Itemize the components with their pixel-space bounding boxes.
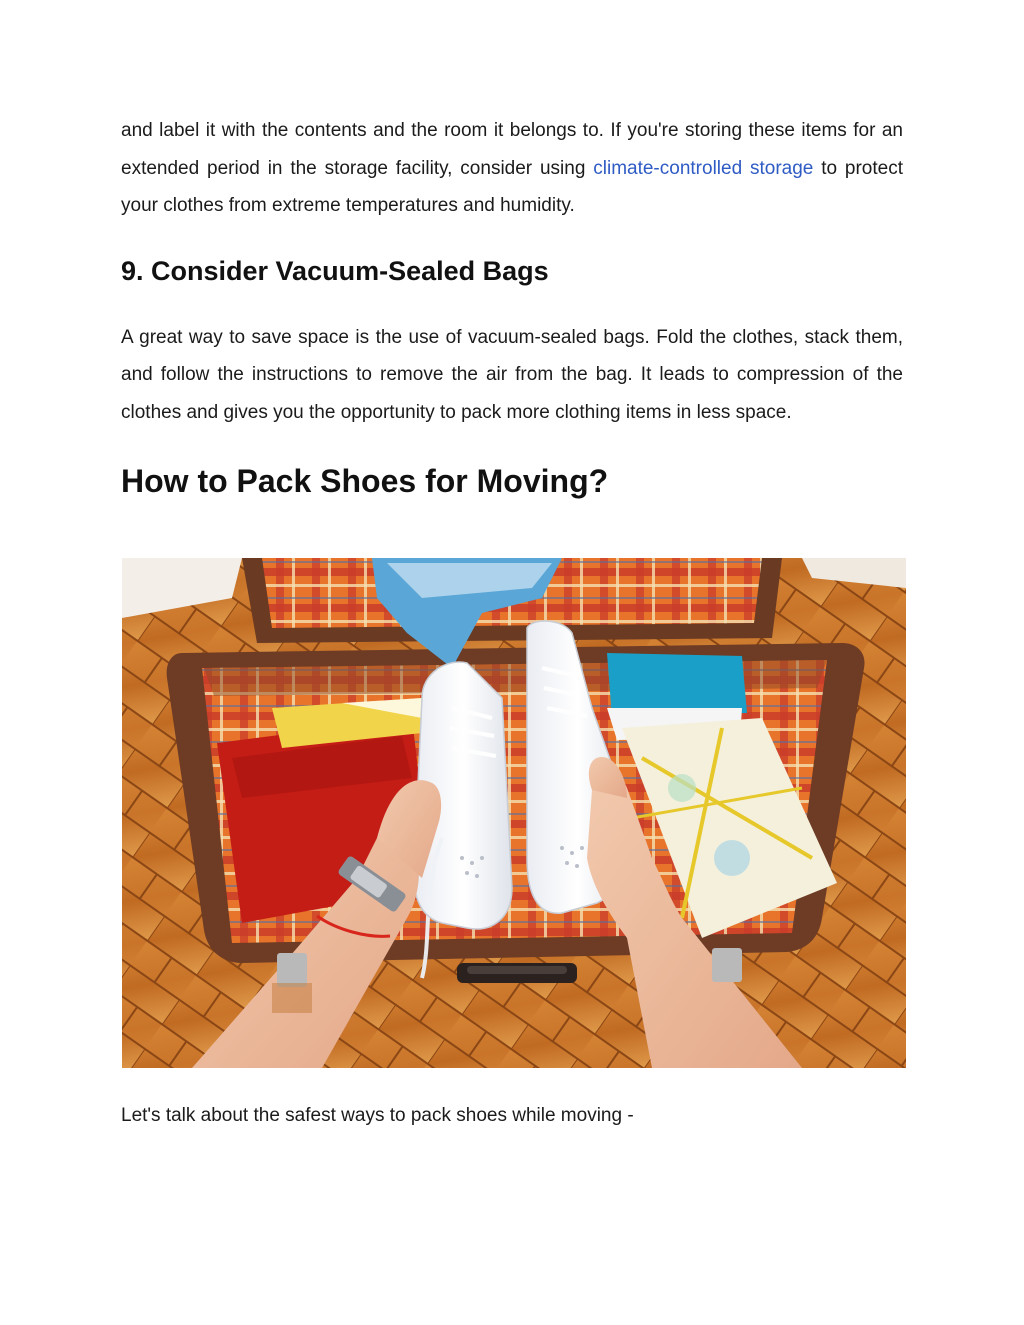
- shoes-section-intro: Let's talk about the safest ways to pack shoes while moving -: [121, 1105, 634, 1126]
- photo-illustration: [122, 558, 906, 1068]
- climate-controlled-storage-link[interactable]: climate-controlled storage: [593, 157, 814, 179]
- tip-9-heading: 9. Consider Vacuum-Sealed Bags: [121, 255, 549, 286]
- shoes-section-heading: How to Pack Shoes for Moving?: [121, 463, 609, 499]
- intro-text-before-link: and label it with the contents and the room it belongs to. If you're storing these items for an extended period in the storage facility, consider using: [121, 120, 903, 179]
- suitcase-shoes-photo: [122, 558, 906, 1068]
- intro-text-after-link: to protect your clothes from extreme temperatures and humidity.: [121, 157, 904, 216]
- intro-paragraph: [121, 112, 903, 225]
- document-page: [121, 112, 903, 501]
- tip-9-body: A great way to save space is the use of vacuum-sealed bags. Fold the clothes, stack them, and follow the instructions to remove the air from the bag. It leads to compression of the clothes and gives you the opportunity to pack more clothing items in less space.: [121, 326, 903, 423]
